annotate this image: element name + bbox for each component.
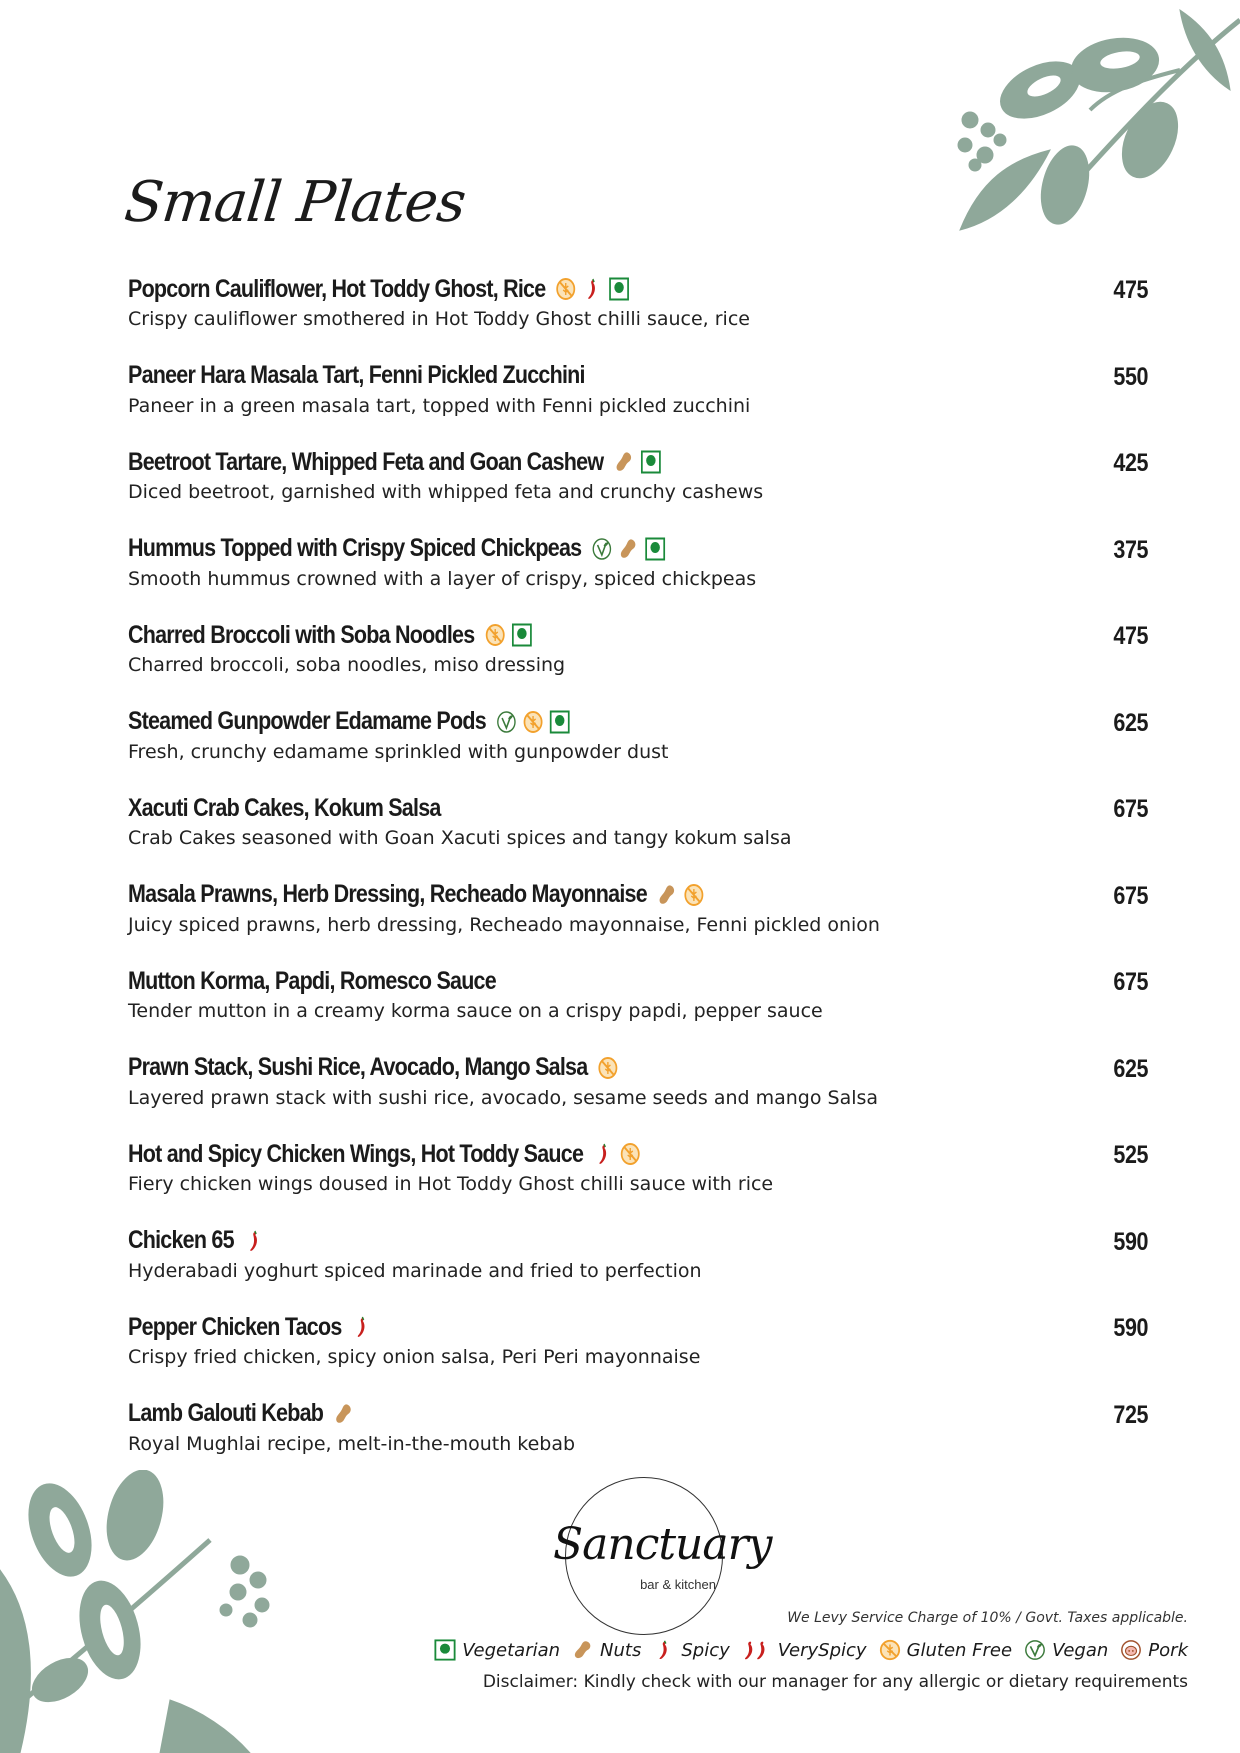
logo-script: Sanctuary <box>553 1519 772 1570</box>
menu-item-description: Crispy fried chicken, spicy onion salsa, Peri Peri mayonnaise <box>128 1346 701 1368</box>
nuts-icon <box>333 1402 354 1426</box>
menu-item-name: Chicken 65 <box>128 1226 234 1254</box>
menu-item <box>128 532 1148 619</box>
nuts-icon <box>572 1638 594 1662</box>
spicy-icon <box>352 1315 373 1339</box>
menu-item-name: Hot and Spicy Chicken Wings, Hot Toddy Sauce <box>128 1139 584 1168</box>
menu-item <box>128 1310 1148 1397</box>
menu-item-description: Diced beetroot, garnished with whipped feta and crunchy cashews <box>128 481 764 503</box>
menu-item-name: Hummus Topped with Crispy Spiced Chickpeas <box>128 534 582 562</box>
menu-item-name: Steamed Gunpowder Edamame Pods <box>128 707 486 735</box>
menu-item <box>128 618 1148 705</box>
menu-item-description: Juicy spiced prawns, herb dressing, Recheado mayonnaise, Fenni pickled onion <box>128 913 880 936</box>
menu-item <box>128 1224 1148 1311</box>
menu-item-name-row <box>128 1310 1005 1344</box>
veg-icon <box>511 623 532 647</box>
gluten-free-icon <box>485 623 506 647</box>
menu-item-price: 675 <box>1113 968 1148 996</box>
menu-item-description: Crispy cauliflower smothered in Hot Toddy Ghost chilli sauce, rice <box>128 308 750 330</box>
menu-item-price: 725 <box>1113 1400 1148 1429</box>
veg-icon <box>550 710 571 734</box>
menu-item-name: Mutton Korma, Papdi, Romesco Sauce <box>128 966 496 995</box>
dietary-icons <box>657 883 704 907</box>
veg-icon <box>609 277 630 301</box>
menu-item-price: 625 <box>1113 708 1148 737</box>
dietary-icons <box>244 1229 265 1253</box>
dietary-icons <box>496 710 570 734</box>
service-charge-note: We Levy Service Charge of 10% / Govt. Taxes applicable. <box>787 1610 1188 1626</box>
menu-item-description: Hyderabadi yoghurt spiced marinade and fried to perfection <box>128 1259 702 1282</box>
veg-icon <box>434 1638 456 1662</box>
menu-item-price: 475 <box>1113 622 1148 650</box>
leaf-illustration-bottom <box>0 1470 300 1753</box>
menu-item-name-row <box>128 1397 1005 1431</box>
menu-item-name-row <box>128 1137 1005 1171</box>
dietary-icons <box>614 450 661 474</box>
menu-item-name-row <box>128 445 1005 479</box>
dietary-legend <box>428 1638 1188 1662</box>
menu-item-description: Layered prawn stack with sushi rice, avocado, sesame seeds and mango Salsa <box>128 1086 879 1109</box>
menu-item <box>128 878 1148 965</box>
menu-item-name-row <box>128 359 1005 393</box>
menu-item-name: Paneer Hara Masala Tart, Fenni Pickled Zucchini <box>128 361 585 389</box>
menu-item-price: 425 <box>1113 449 1148 477</box>
menu-item <box>128 1397 1148 1484</box>
gluten-free-icon <box>684 883 705 907</box>
menu-item-price: 375 <box>1113 535 1148 564</box>
menu-item-price: 525 <box>1113 1141 1148 1169</box>
menu-item-list <box>128 272 1148 1483</box>
menu-item-name: Prawn Stack, Sushi Rice, Avocado, Mango Salsa <box>128 1053 588 1081</box>
legend-entry-vegan <box>1024 1638 1108 1662</box>
menu-item-name-row <box>128 532 1005 566</box>
dietary-icons <box>598 1056 619 1080</box>
menu-item-price: 625 <box>1113 1054 1148 1083</box>
menu-item <box>128 1051 1148 1138</box>
legend-entry-spicy <box>653 1638 729 1662</box>
dietary-icons <box>333 1402 354 1426</box>
legend-label: Nuts <box>600 1639 642 1661</box>
menu-item <box>128 1137 1148 1224</box>
gluten-free-icon <box>620 1142 641 1166</box>
vegan-icon <box>592 537 613 561</box>
logo-subtitle: bar & kitchen <box>640 1577 716 1592</box>
menu-item <box>128 445 1148 532</box>
spicy-icon <box>653 1638 675 1662</box>
legend-label: Vegan <box>1052 1639 1109 1661</box>
legend-entry-veg <box>434 1638 560 1662</box>
menu-item-name-row <box>128 618 1005 652</box>
gluten-free-icon <box>598 1056 619 1080</box>
very-spicy-icon <box>742 1638 772 1662</box>
menu-item-description: Crab Cakes seasoned with Goan Xacuti spices and tangy kokum salsa <box>128 827 792 849</box>
menu-item-name-row <box>128 1051 1005 1085</box>
gluten-free-icon <box>556 277 577 301</box>
menu-item <box>128 791 1148 878</box>
menu-item-description: Royal Mughlai recipe, melt-in-the-mouth kebab <box>128 1432 576 1455</box>
nuts-icon <box>614 450 635 474</box>
menu-item-name: Masala Prawns, Herb Dressing, Recheado Mayonnaise <box>128 880 647 908</box>
menu-item-name: Popcorn Cauliflower, Hot Toddy Ghost, Rice <box>128 274 546 303</box>
menu-item <box>128 359 1148 446</box>
nuts-icon <box>618 537 639 561</box>
menu-item-description: Paneer in a green masala tart, topped with Fenni pickled zucchini <box>128 394 751 417</box>
sanctuary-logo <box>553 1477 772 1657</box>
menu-item-name-row <box>128 705 1005 739</box>
vegan-icon <box>496 710 517 734</box>
dietary-icons <box>556 277 630 301</box>
menu-item-price: 590 <box>1113 1227 1148 1256</box>
menu-item-description: Fresh, crunchy edamame sprinkled with gunpowder dust <box>128 740 669 763</box>
legend-entry-very-spicy <box>742 1638 867 1662</box>
dietary-icons <box>485 623 532 647</box>
veg-icon <box>645 537 666 561</box>
section-title: Small Plates <box>121 170 469 235</box>
dietary-icons <box>352 1315 373 1339</box>
menu-item-description: Smooth hummus crowned with a layer of crispy, spiced chickpeas <box>128 567 757 590</box>
gluten-free-icon <box>523 710 544 734</box>
menu-item-description: Charred broccoli, soba noodles, miso dressing <box>128 654 566 676</box>
legend-label: Vegetarian <box>462 1639 561 1661</box>
menu-item-price: 475 <box>1113 276 1148 304</box>
menu-item-description: Tender mutton in a creamy korma sauce on a crispy papdi, pepper sauce <box>128 1000 823 1022</box>
menu-item <box>128 705 1148 792</box>
menu-item-name-row <box>128 964 1005 998</box>
spicy-icon <box>244 1229 265 1253</box>
vegan-icon <box>1024 1638 1046 1662</box>
menu-item-name-row <box>128 1224 1005 1258</box>
legend-label: Pork <box>1148 1639 1188 1661</box>
legend-label: Gluten Free <box>906 1639 1013 1661</box>
legend-entry-nuts <box>572 1638 641 1662</box>
spicy-icon <box>582 277 603 301</box>
menu-item <box>128 272 1148 359</box>
menu-item-name: Lamb Galouti Kebab <box>128 1399 324 1427</box>
legend-entry-pork <box>1120 1638 1188 1662</box>
legend-entry-gluten-free <box>879 1638 1013 1662</box>
legend-label: VerySpicy <box>777 1639 867 1661</box>
gluten-free-icon <box>879 1638 901 1662</box>
menu-item-name: Beetroot Tartare, Whipped Feta and Goan Cashew <box>128 447 604 476</box>
leaf-illustration-top <box>940 0 1240 250</box>
menu-item-name: Xacuti Crab Cakes, Kokum Salsa <box>128 793 441 822</box>
menu-item <box>128 964 1148 1051</box>
menu-item-name: Pepper Chicken Tacos <box>128 1312 342 1341</box>
menu-item-price: 675 <box>1113 881 1148 910</box>
menu-item-description: Fiery chicken wings doused in Hot Toddy Ghost chilli sauce with rice <box>128 1173 774 1195</box>
menu-item-name-row <box>128 791 1005 825</box>
pork-icon <box>1120 1638 1142 1662</box>
spicy-icon <box>593 1142 614 1166</box>
legend-label: Spicy <box>681 1639 730 1661</box>
nuts-icon <box>657 883 678 907</box>
menu-item-price: 675 <box>1113 795 1148 823</box>
dietary-icons <box>592 537 666 561</box>
menu-item-name: Charred Broccoli with Soba Noodles <box>128 620 475 649</box>
veg-icon <box>640 450 661 474</box>
disclaimer: Disclaimer: Kindly check with our manager for any allergic or dietary requirements <box>482 1672 1188 1692</box>
menu-item-price: 550 <box>1113 362 1148 391</box>
menu-item-name-row <box>128 878 1005 912</box>
menu-item-price: 590 <box>1113 1314 1148 1342</box>
menu-item-name-row <box>128 272 1005 306</box>
dietary-icons <box>593 1142 640 1166</box>
